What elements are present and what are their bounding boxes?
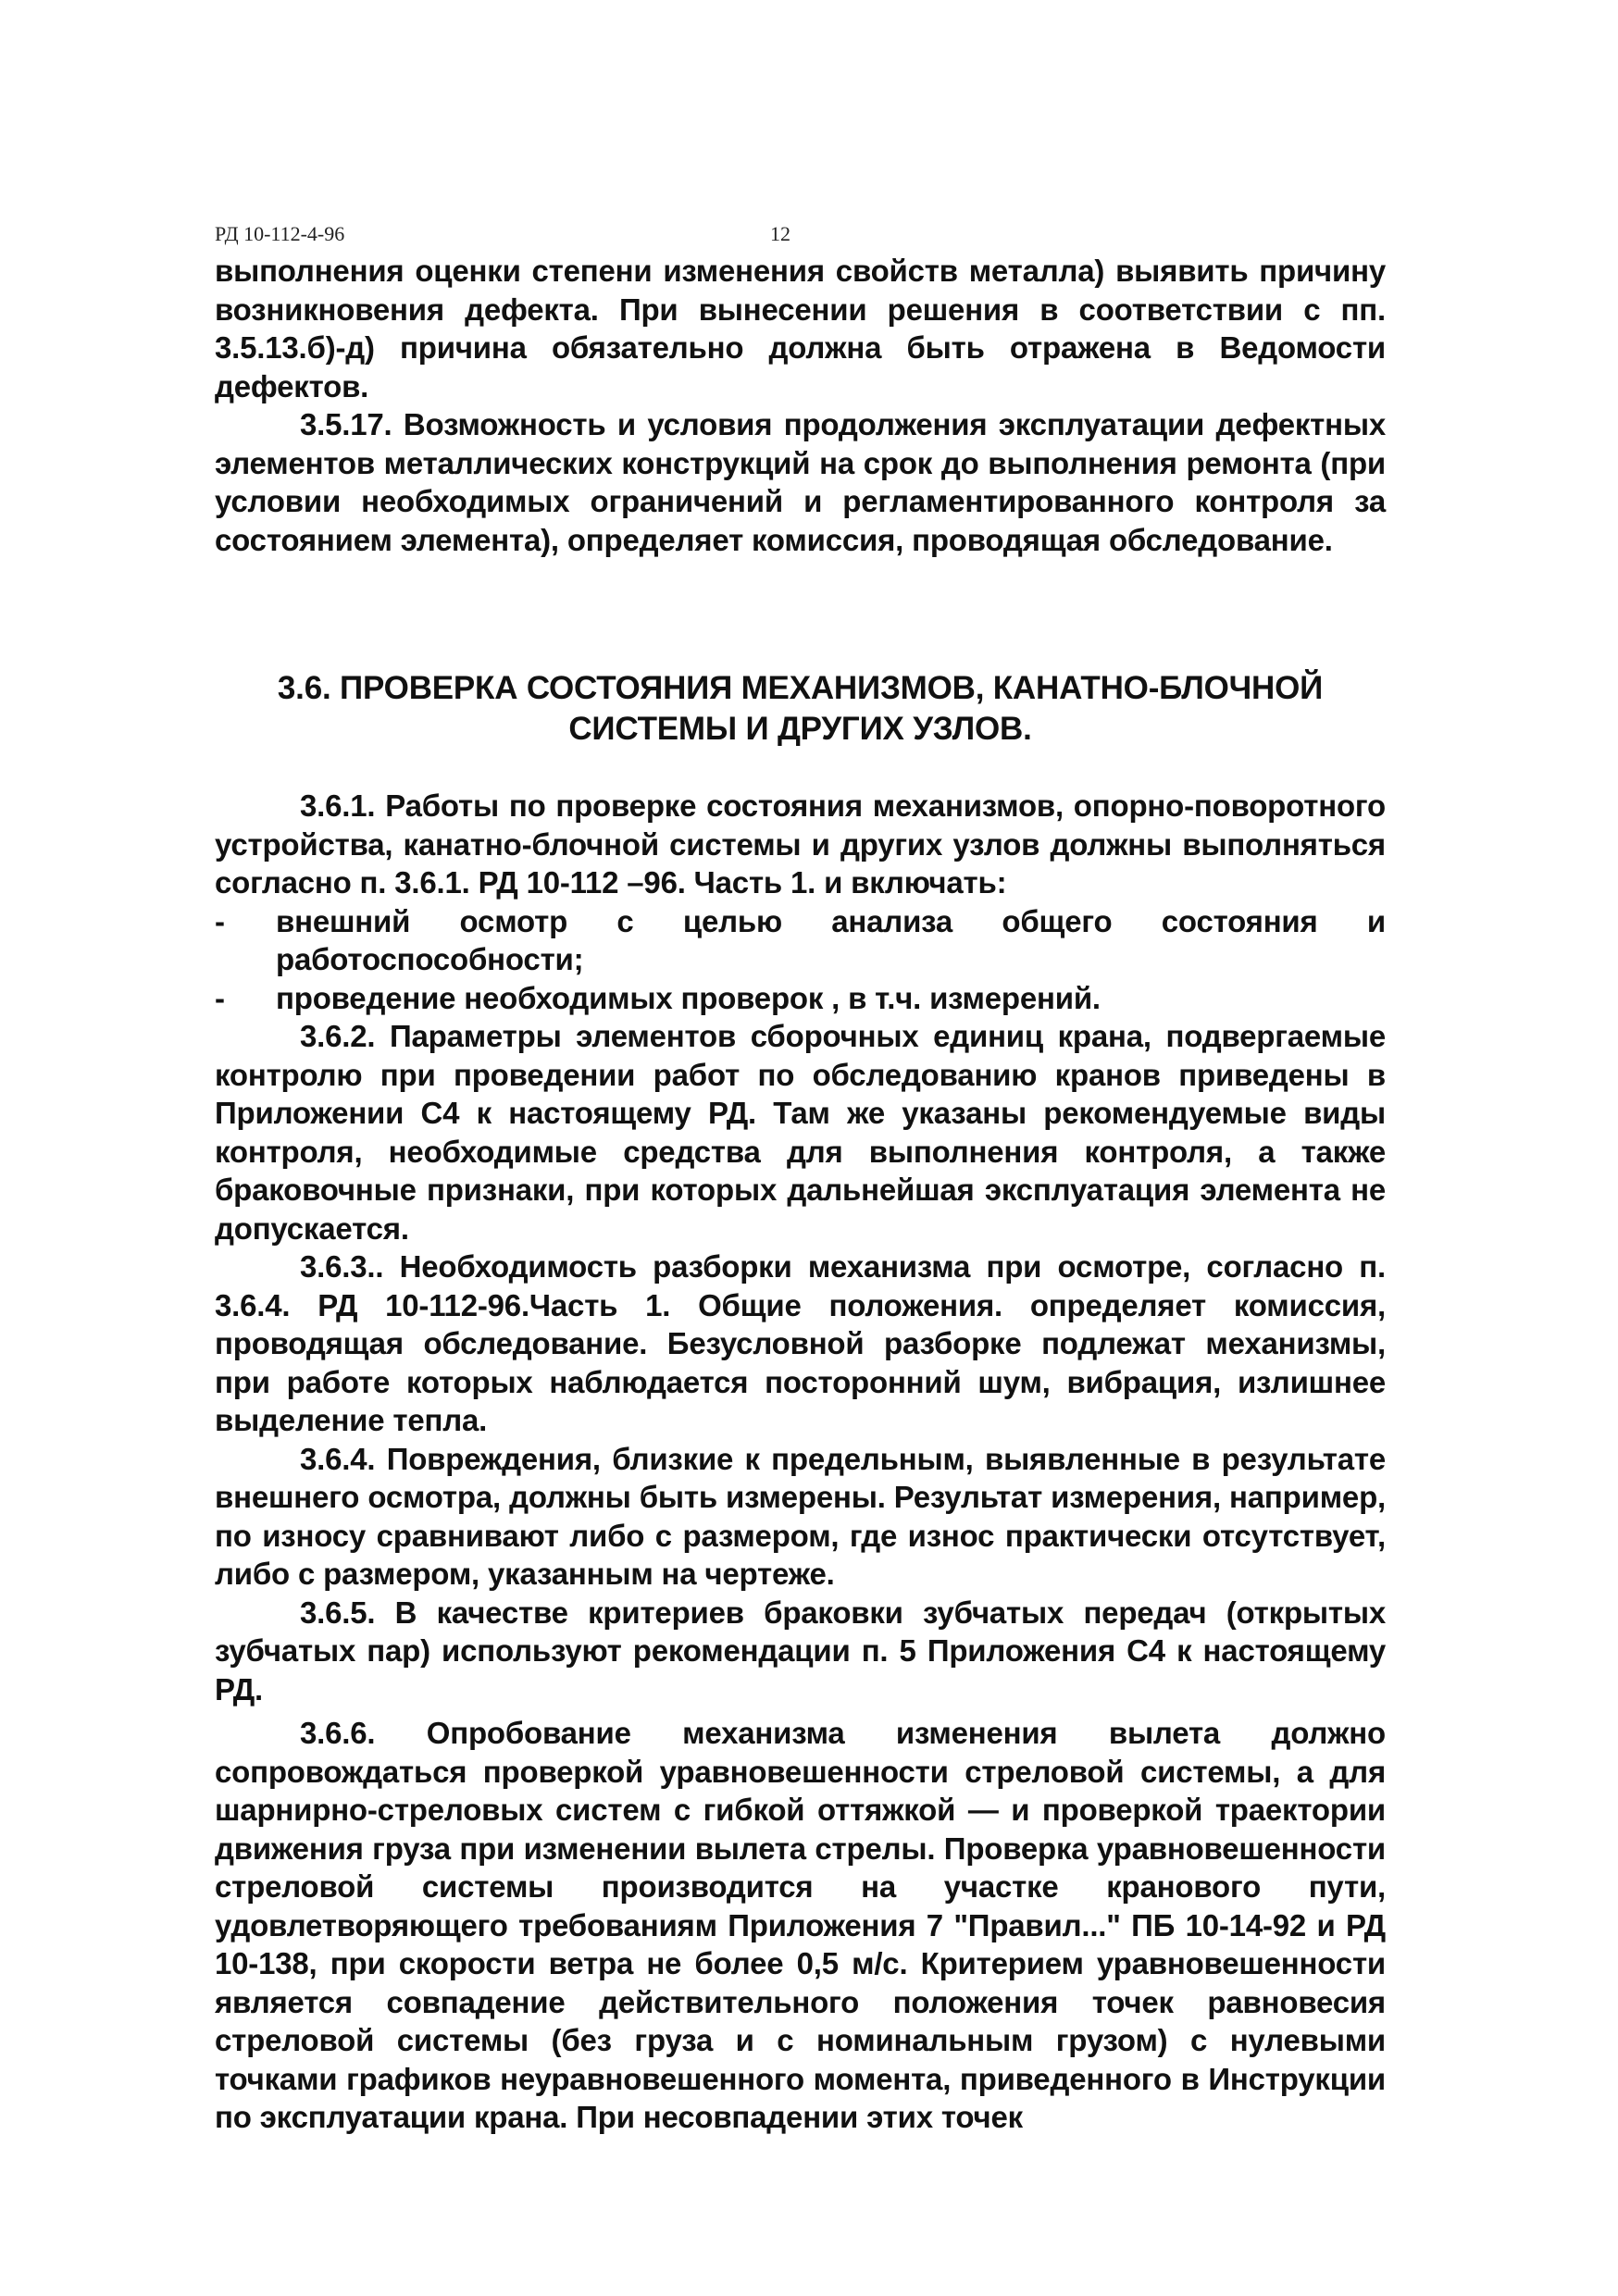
bullet-dash: - <box>215 980 225 1015</box>
list-item <box>215 902 1386 979</box>
paragraph-3-6-4: 3.6.4. Повреждения, близкие к предельным, выявленные в результате внешнего осмотра, должны быть измерены. Результат измерения, например, по износу сравнивают либо с размером, где износ практически отсутствует, либо с размером, указанным на чертеже. <box>215 1441 1386 1591</box>
paragraph-continuation: выполнения оценки степени изменения свойств металла) выявить причину возникновения дефекта. При вынесении решения в соответствии с пп. 3.5.13.б)-д) причина обязательно должна быть отражена в Ведомости дефектов. <box>215 254 1386 403</box>
section-title-line-1: 3.6. ПРОВЕРКА СОСТОЯНИЯ МЕХАНИЗМОВ, КАНАТНО-БЛОЧНОЙ <box>277 670 1324 706</box>
list-item <box>215 979 1386 1018</box>
page-number: 12 <box>770 222 790 245</box>
list-item-text: проведение необходимых проверок , в т.ч. измерений. <box>276 980 1101 1015</box>
list-item-text: внешний осмотр с целью анализа общего состояния и работоспособности; <box>276 903 1386 976</box>
page-header <box>215 222 1381 250</box>
section-title-line-2: СИСТЕМЫ И ДРУГИХ УЗЛОВ. <box>568 711 1032 747</box>
paragraph-3-6-1: 3.6.1. Работы по проверке состояния механизмов, опорно-поворотного устройства, канатно-блочной системы и других узлов должны выполняться согласно п. 3.6.1. РД 10-112 –96. Часть 1. и включать: <box>215 788 1386 900</box>
paragraph-3-5-17: 3.5.17. Возможность и условия продолжения эксплуатации дефектных элементов металлических конструкций на срок до выполнения ремонта (при условии необходимых ограничений и регламентированного контроля за состоянием элемента), определяет комиссия, проводящая обследование. <box>215 407 1386 557</box>
section-heading <box>215 668 1386 750</box>
paragraph-3-6-6: 3.6.6. Опробование механизма изменения вылета должно сопровождаться проверкой уравновешенности стреловой системы, а для шарнирно-стреловых систем с гибкой оттяжкой — и проверкой траектории движения груза при изменении вылета стрелы. Проверка уравновешенности стреловой системы производится на участке кранового пути, удовлетворяющего требованиям Приложения 7 "Правил..." ПБ 10-14-92 и РД 10-138, при скорости ветра не более 0,5 м/с. Критерием уравновешенности является совпадение действительного положения точек равновесия стреловой системы (без груза и с номинальным грузом) с нулевыми точками графиков неуравновешенного момента, приведенного в Инструкции по эксплуатации крана. При несовпадении этих точек <box>215 1716 1386 2134</box>
paragraph-3-6-3: 3.6.3.. Необходимость разборки механизма при осмотре, согласно п. 3.6.4. РД 10-112-96.Часть 1. Общие положения. определяет комиссия, проводящая обследование. Безусловной разборке подлежат механизмы, при работе которых наблюдается посторонний шум, вибрация, излишнее выделение тепла. <box>215 1249 1386 1437</box>
paragraph-3-6-2: 3.6.2. Параметры элементов сборочных единиц крана, подвергаемые контролю при проведении работ по обследованию кранов приведены в Приложении С4 к настоящему РД. Там же указаны рекомендуемые виды контроля, необходимые средства для выполнения контроля, а также браковочные признаки, при которых дальнейшая эксплуатация элемента не допускается. <box>215 1019 1386 1246</box>
document-body <box>215 252 1386 2137</box>
paragraph-3-6-5: 3.6.5. В качестве критериев браковки зубчатых передач (открытых зубчатых пар) используют рекомендации п. 5 Приложения С4 к настоящему РД. <box>215 1595 1386 1706</box>
document-code: РД 10-112-4-96 <box>215 222 345 245</box>
bullet-dash: - <box>215 903 225 938</box>
